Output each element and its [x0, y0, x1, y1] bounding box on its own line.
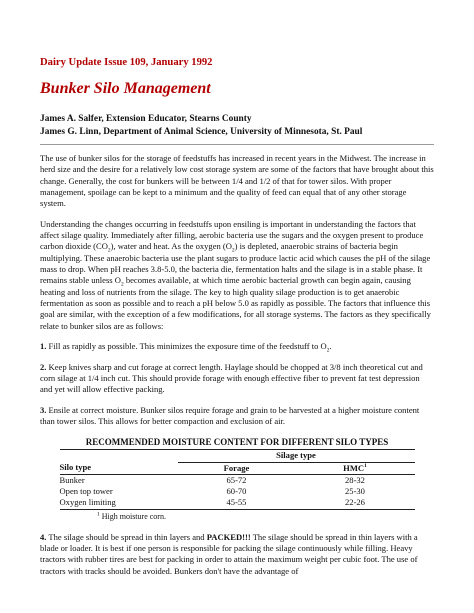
o2-subscript-2: 2: [120, 282, 124, 289]
item-3-text: Ensile at correct moisture. Bunker silos require forage and grain to be harvested at a higher moisture content than tower silos. This allows for better compaction and exclusion of air.: [40, 404, 420, 426]
col-silo-type: Silo type: [60, 462, 178, 474]
table-group-header-row: [60, 450, 415, 462]
table-footnote: [97, 511, 434, 522]
p2-text-b: ), water and heat. As the oxygen (O: [110, 241, 232, 252]
row-silo-type: Oxygen limiting: [59, 497, 116, 508]
footnote-text: High moisture corn.: [99, 511, 166, 521]
row-hmc: 25-30: [345, 486, 365, 497]
header-divider: [40, 144, 434, 145]
intro-paragraph-2: [40, 219, 434, 332]
intro-paragraph-1: The use of bunker silos for the storage of feedstuffs has increased in recent years in the Midwest. The increase in herd size and the desire for a relatively low cost storage system are some of the factors that have brought about this change. Generally, the cost for bunkers will be between 1/4 and 1/2 of that for tower silos. With proper management, spoilage can be kept to a minimum and the quality of feed can equal that of any other storage system.: [40, 153, 434, 209]
table-column-header-row: [60, 462, 415, 474]
item-1-text-a: Fill as rapidly as possible. This minimizes the exposure time of the feedstuff to O: [46, 341, 327, 352]
item-1-number: 1.: [40, 341, 47, 352]
item-1-subscript: 2: [326, 347, 330, 354]
author-1: James A. Salfer, Extension Educator, Stearns County: [40, 114, 252, 124]
footnote-mark: 1: [97, 511, 100, 518]
item-1: [40, 341, 434, 352]
row-hmc: 22-26: [345, 497, 365, 508]
table-row: [60, 486, 415, 497]
table-row: [60, 474, 415, 486]
issue-line: Dairy Update Issue 109, January 1992: [40, 57, 213, 68]
col-hmc: HMC$^1$: [296, 462, 415, 474]
table-title: RECOMMENDED MOISTURE CONTENT FOR DIFFERENT SILO TYPES: [85, 437, 389, 448]
hmc-footnote-mark: 1: [364, 462, 367, 469]
col-forage: Forage: [178, 462, 296, 474]
item-2-text: Keep knives sharp and cut forage at correct length. Haylage should be chopped at 3/8 inch theoretical cut and corn silage at 1/4 inch cut. This should provide forage with enough effective fiber to prevent fat test depression and yet will allow effective packing.: [40, 361, 423, 395]
item-4-number: 4.: [40, 531, 47, 542]
item-1-text-b: .: [329, 341, 332, 352]
p2-text-a: Understanding the changes occurring in feedstuffs upon ensiling is important in understanding the factors that affect silage quality. Immediately after filling, aerobic bacteria use the sugars and the oxygen present to produce carbon dioxide (CO: [40, 218, 424, 252]
article-title: Bunker Silo Management: [40, 80, 211, 97]
moisture-table: [60, 449, 415, 509]
silage-type-header: Silage type: [178, 450, 415, 462]
author-block: [40, 113, 434, 138]
row-silo-type: Open top tower: [59, 486, 113, 497]
row-silo-type: Bunker: [59, 474, 85, 485]
item-4: [40, 532, 434, 577]
row-hmc: 28-32: [345, 474, 365, 485]
co2-subscript: 2: [107, 248, 111, 255]
p2-text-d: becomes available, at which time aerobic bacterial growth can begin again, causing heating and loss of nutrients from the silage. The key to high quality silage production is to get anaerobic fermentation as soon as possible and to reach a pH below 5.0 as rapidly as possible. The factors that influence this goal are similar, with the exception of a few modifications, for all storage systems. The factors as they specifically relate to bunker silos are as follows:: [40, 275, 431, 331]
item-2-number: 2.: [40, 361, 47, 372]
item-4-text-a: The silage should be spread in thin layers and: [46, 531, 207, 542]
author-2: James G. Linn, Department of Animal Science, University of Minnesota, St. Paul: [40, 126, 363, 137]
p2-text-c: ) is depleted, anaerobic strains of bacteria begin multiplying. These anaerobic bacteria use the plant sugars to produce lactic acid which causes the pH of the silage mass to drop. When pH reaches 3.8-5.0, the bacteria die, fermentation halts and the silage is in a stable phase. It remains stable unless O: [40, 241, 431, 286]
item-4-emphasis: PACKED!!!: [206, 531, 251, 542]
row-forage: 60-70: [226, 486, 247, 497]
row-forage: 45-55: [226, 497, 247, 508]
item-2: [40, 362, 434, 396]
table-row: [60, 497, 415, 509]
row-forage: 65-72: [226, 474, 247, 485]
item-3-number: 3.: [40, 404, 47, 415]
o2-subscript-1: 2: [231, 248, 235, 255]
item-3: [40, 405, 434, 428]
item-4-text-b: The silage should be spread in thin layers with a blade or loader. It is best if one person is responsible for packing the silage continuously while filling. Heavy tractors with rubber tires are best for packing in order to attain the maximum weight per cubic foot. The use of tractors with tracks should be avoided. Bunkers don't have the advantage of: [40, 531, 418, 576]
